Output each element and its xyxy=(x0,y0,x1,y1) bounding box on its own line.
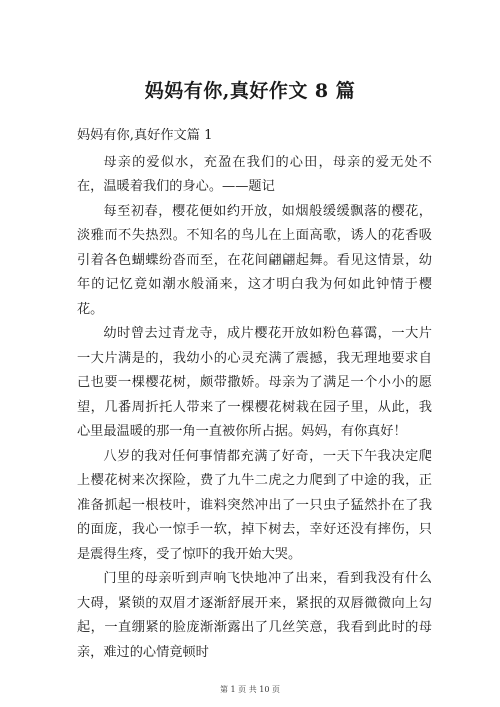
paragraph: 门里的母亲听到声响飞快地冲了出来，看到我没有什么大碍，紧锁的双眉才逐渐舒展开来，紧抿的双唇微微向上勾起，一直绷紧的脸庞渐渐露出了几丝笑意，我看到此时的母亲，难过的心情竟顿时 xyxy=(77,571,432,660)
section-subtitle: 妈妈有你,真好作文篇 1 xyxy=(77,128,213,143)
paragraph: 母亲的爱似水，充盈在我们的心田，母亲的爱无处不在，温暖着我们的身心。——题记 xyxy=(77,154,432,194)
paragraph: 幼时曾去过青龙寺，成片樱花开放如粉色暮霭，一大片一大片满是的，我幼小的心灵充满了震撼，我无理地要求自己也要一棵樱花树，颇带撒娇。母亲为了满足一个小小的愿望，几番周折托人带来了一棵樱花树栽在园子里，从此，我心里最温暖的那一角一直被你所占据。妈妈，有你真好！ xyxy=(77,326,432,439)
article-body xyxy=(77,124,432,665)
page-footer: 第 1 页 共 10 页 xyxy=(220,685,280,694)
page-title: 妈妈有你,真好作文 8 篇 xyxy=(144,80,356,102)
paragraph: 八岁的我对任何事情都充满了好奇，一天下午我决定爬上樱花树来次探险，费了九牛二虎之力爬到了中途的我，正准备抓起一根枝叶，谁料突然冲出了一只虫子猛然扑在了我的面庞，我心一惊手一软，掉下树去，幸好还没有摔伤，只是震得生疼，受了惊吓的我开始大哭。 xyxy=(77,448,432,562)
paragraph: 每至初春，樱花便如约开放，如烟般缓缓飘落的樱花，淡雅而不失热烈。不知名的鸟儿在上面高歌，诱人的花香吸引着各色蝴蝶纷沓而至，在花间翩翩起舞。看见这情景，幼年的记忆竟如潮水般涌来，这才明白我为何如此钟情于樱花。 xyxy=(77,203,432,317)
